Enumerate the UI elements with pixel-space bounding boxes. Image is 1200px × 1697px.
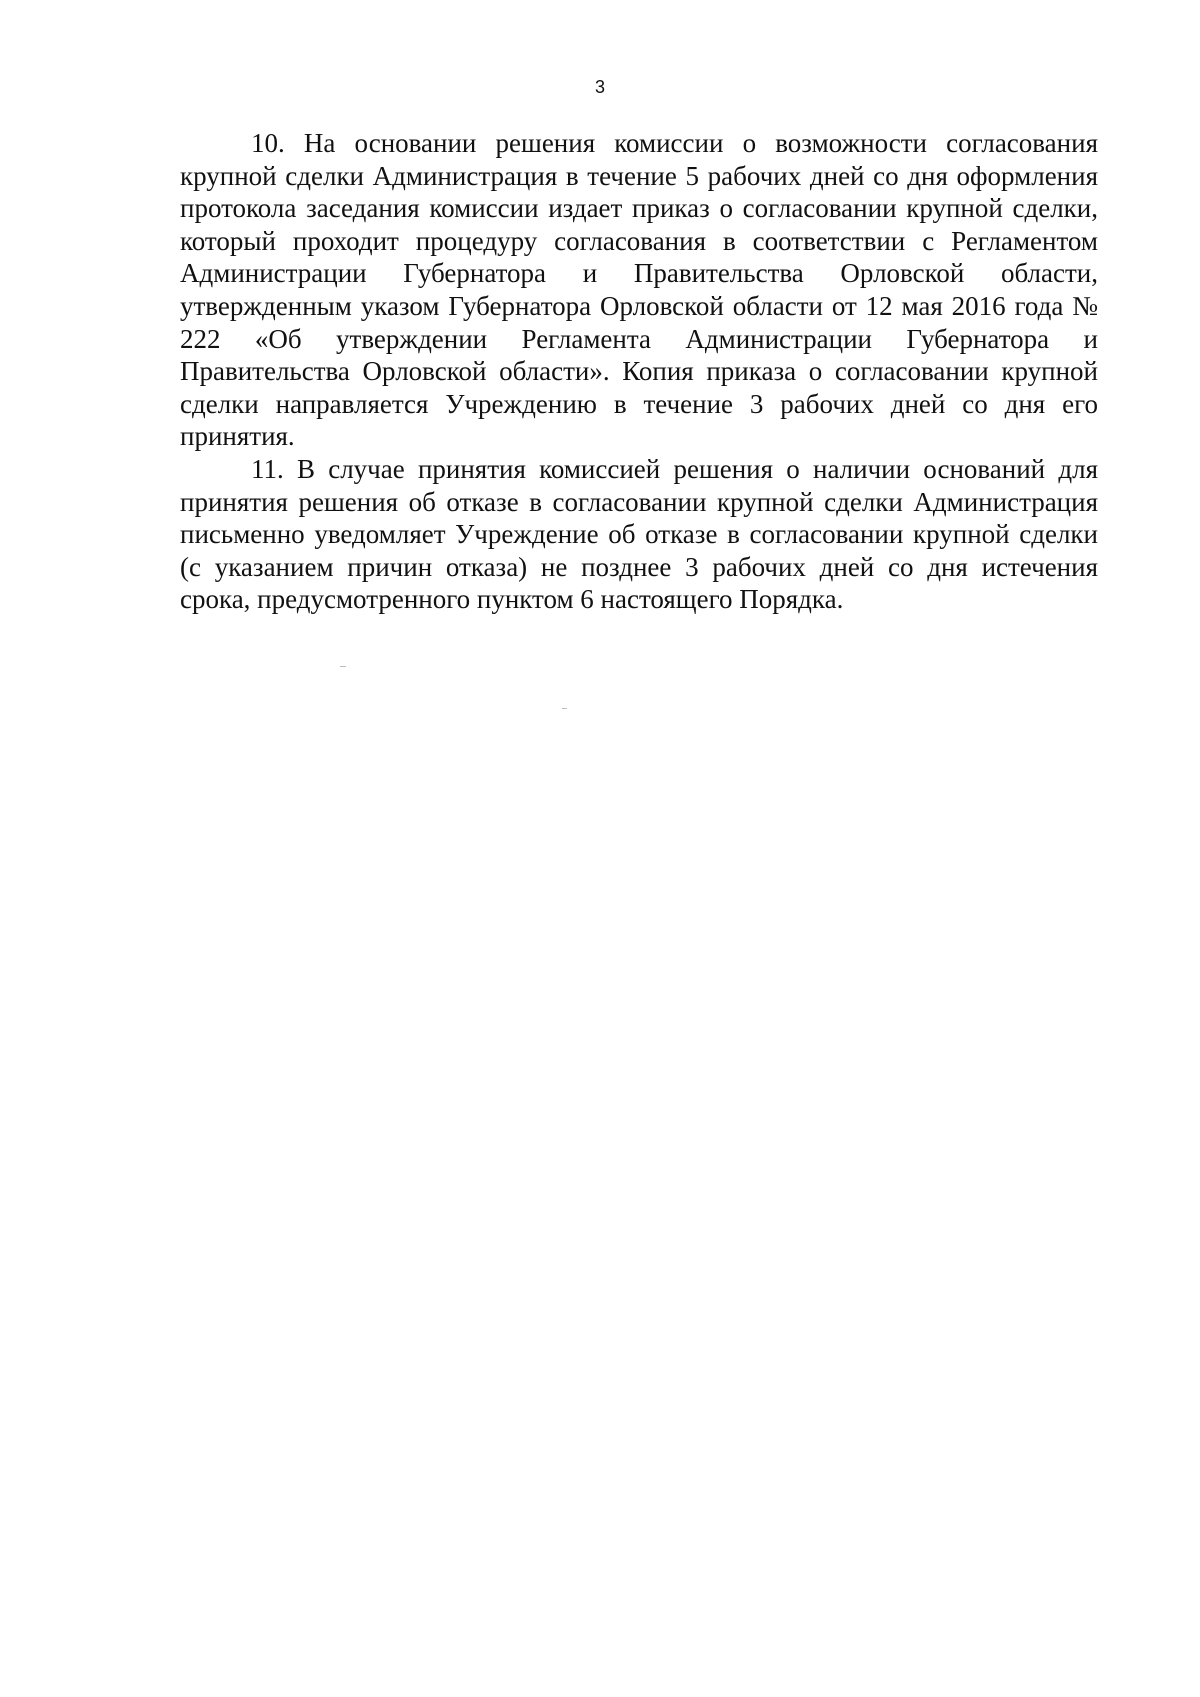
document-body: [180, 127, 1098, 616]
paragraph-10: 10. На основании решения комиссии о возможности согласования крупной сделки Администрация в течение 5 рабочих дней со дня оформления протокола заседания комиссии издает приказ о согласовании крупной сделки, который проходит процедуру согласования в соответствии с Регламентом Администрации Губернатора и Правительства Орловской области, утвержденным указом Губернатора Орловской области от 12 мая 2016 года № 222 «Об утверждении Регламента Администрации Губернатора и Правительства Орловской области». Копия приказа о согласовании крупной сделки направляется Учреждению в течение 3 рабочих дней со дня его принятия.: [180, 128, 1098, 452]
paragraph-11: 11. В случае принятия комиссией решения о наличии оснований для принятия решения об отказе в согласовании крупной сделки Администрация письменно уведомляет Учреждение об отказе в согласовании крупной сделки (с указанием причин отказа) не позднее 3 рабочих дней со дня истечения срока, предусмотренного пунктом 6 настоящего Порядка.: [180, 453, 1098, 615]
scan-artifact: [340, 666, 346, 667]
page-number: 3: [594, 77, 605, 97]
scan-artifact: [562, 708, 567, 709]
